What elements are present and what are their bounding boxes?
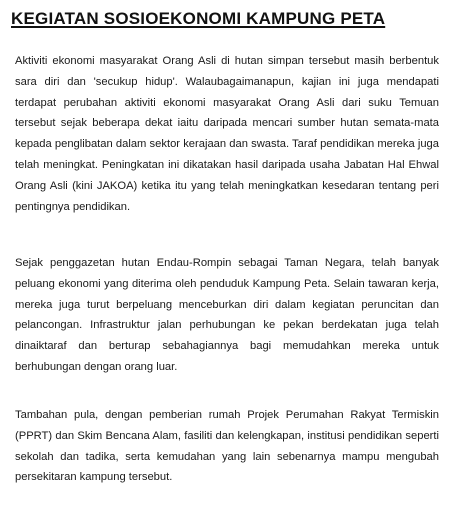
paragraph-national-park-opportunities: Sejak penggazetan hutan Endau-Rompin sebagai Taman Negara, telah banyak peluang ekonomi yang diterima oleh penduduk Kampung Peta. Selain tawaran kerja, mereka juga turut berpeluang menceburkan diri dalam kegiatan peruncitan dan pelancongan. Infrastruktur jalan perhubungan ke pekan berdekatan juga telah dinaiktaraf dan berturap sebahagiannya bagi memudahkan mereka untuk berhubungan dengan orang luar. <box>15 257 439 373</box>
document-title: KEGIATAN SOSIOEKONOMI KAMPUNG PETA <box>11 9 386 28</box>
paragraph-economic-activities: Aktiviti ekonomi masyarakat Orang Asli di hutan simpan tersebut masih berbentuk sara diri dan 'secukup hidup'. Walaubagaimanapun, kajian ini juga mendapati terdapat perubahan aktiviti ekonomi masyarakat Orang Asli dari suku Temuan tersebut sejak beberapa dekat iaitu daripada mencari sumber hutan semata-mata kepada penglibatan dalam sektor kerajaan dan swasta. Taraf pendidikan mereka juga telah meningkat. Peningkatan ini dikatakan hasil daripada usaha Jabatan Hal Ehwal Orang Asli (kini JAKOA) ketika itu yang telah meningkatkan kesedaran tentang peri pentingnya pendidikan. <box>15 55 439 213</box>
paragraph-facilities: Tambahan pula, dengan pemberian rumah Projek Perumahan Rakyat Termiskin (PPRT) dan Skim Bencana Alam, fasiliti dan kelengkapan, institusi pendidikan seperti sekolah dan tadika, serta kemudahan yang lain sebenarnya mampu mengubah persekitaran kampung tersebut. <box>15 409 439 484</box>
